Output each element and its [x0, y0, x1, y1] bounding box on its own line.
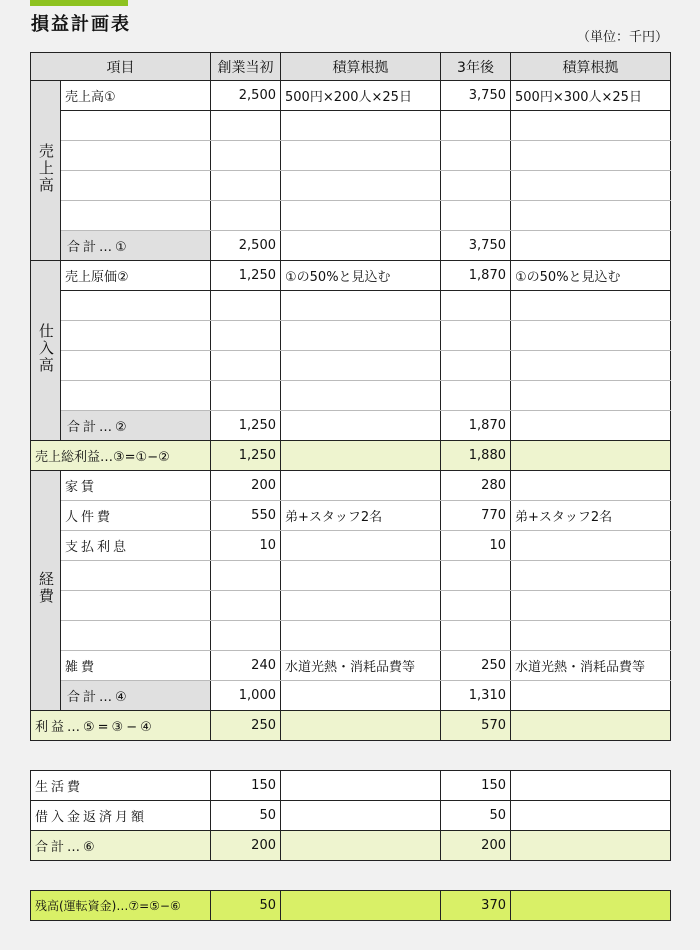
living-table [30, 770, 671, 861]
table-row [31, 201, 671, 231]
value-initial: 50 [211, 801, 281, 831]
col-header-basis-year3: 積算根拠 [511, 53, 671, 81]
value-initial: 1,250 [211, 261, 281, 291]
table-row [31, 321, 671, 351]
table-row [31, 651, 671, 681]
basis-initial [281, 531, 441, 561]
pl-table [30, 52, 671, 741]
category-sales: 売上高 [31, 81, 61, 261]
table-row [31, 261, 671, 291]
balance-label: 残高(運転資金)…⑦=⑤−⑥ [31, 891, 211, 921]
living-total-year3: 200 [441, 831, 511, 861]
subtotal-label: 合計…④ [61, 681, 211, 711]
row-label: 売上原価② [61, 261, 211, 291]
subtotal-initial: 1,000 [211, 681, 281, 711]
value-initial: 10 [211, 531, 281, 561]
header-row [31, 53, 671, 81]
subtotal-initial: 2,500 [211, 231, 281, 261]
subtotal-year3: 1,870 [441, 411, 511, 441]
value-year3: 10 [441, 531, 511, 561]
basis-initial: 水道光熱・消耗品費等 [281, 651, 441, 681]
value-year3: 770 [441, 501, 511, 531]
page-title: 損益計画表 [31, 14, 131, 35]
value-year3: 250 [441, 651, 511, 681]
row-label: 生活費 [31, 771, 211, 801]
profit-year3: 570 [441, 711, 511, 741]
table-row [31, 621, 671, 651]
unit-note: （単位：千円） [576, 30, 668, 45]
table-row [31, 291, 671, 321]
row-label: 雑費 [61, 651, 211, 681]
row-label: 支払利息 [61, 531, 211, 561]
balance-year3: 370 [441, 891, 511, 921]
col-header-initial: 創業当初 [211, 53, 281, 81]
table-row [31, 381, 671, 411]
subtotal-label: 合計…② [61, 411, 211, 441]
basis-initial: 弟+スタッフ2名 [281, 501, 441, 531]
table-row [31, 561, 671, 591]
table-row [31, 591, 671, 621]
profit-row [31, 711, 671, 741]
row-label: 売上高① [61, 81, 211, 111]
col-header-basis-initial: 積算根拠 [281, 53, 441, 81]
basis-year3: 弟+スタッフ2名 [511, 501, 671, 531]
col-header-year3: 3年後 [441, 53, 511, 81]
gross-profit-year3: 1,880 [441, 441, 511, 471]
table-row [31, 141, 671, 171]
row-label: 借入金返済月額 [31, 801, 211, 831]
value-year3: 50 [441, 801, 511, 831]
balance-table [30, 890, 671, 921]
title-accent-bar [30, 0, 128, 6]
value-initial: 240 [211, 651, 281, 681]
subtotal-year3: 1,310 [441, 681, 511, 711]
subtotal-label: 合計…① [61, 231, 211, 261]
subtotal-row [31, 411, 671, 441]
value-initial: 550 [211, 501, 281, 531]
basis-year3: 水道光熱・消耗品費等 [511, 651, 671, 681]
living-total-row [31, 831, 671, 861]
gross-profit-label: 売上総利益…③=①−② [31, 441, 211, 471]
value-year3: 1,870 [441, 261, 511, 291]
basis-year3: ①の50%と見込む [511, 261, 671, 291]
value-initial: 2,500 [211, 81, 281, 111]
table-row [31, 771, 671, 801]
basis-year3: 500円×300人×25日 [511, 81, 671, 111]
gross-profit-initial: 1,250 [211, 441, 281, 471]
gross-profit-row [31, 441, 671, 471]
profit-label: 利益…⑤=③−④ [31, 711, 211, 741]
row-label: 家賃 [61, 471, 211, 501]
table-row [31, 471, 671, 501]
value-initial: 150 [211, 771, 281, 801]
balance-initial: 50 [211, 891, 281, 921]
subtotal-initial: 1,250 [211, 411, 281, 441]
subtotal-year3: 3,750 [441, 231, 511, 261]
value-year3: 280 [441, 471, 511, 501]
balance-row [31, 891, 671, 921]
table-row [31, 81, 671, 111]
basis-initial: 500円×200人×25日 [281, 81, 441, 111]
living-total-label: 合計…⑥ [31, 831, 211, 861]
category-purchases: 仕入高 [31, 261, 61, 441]
table-row [31, 351, 671, 381]
subtotal-row [31, 681, 671, 711]
table-row [31, 501, 671, 531]
value-initial: 200 [211, 471, 281, 501]
table-row [31, 801, 671, 831]
profit-initial: 250 [211, 711, 281, 741]
subtotal-row [31, 231, 671, 261]
basis-year3 [511, 471, 671, 501]
basis-initial [281, 471, 441, 501]
basis-initial: ①の50%と見込む [281, 261, 441, 291]
table-row [31, 531, 671, 561]
value-year3: 3,750 [441, 81, 511, 111]
table-row [31, 171, 671, 201]
category-expenses: 経費 [31, 471, 61, 711]
value-year3: 150 [441, 771, 511, 801]
col-header-item: 項目 [31, 53, 211, 81]
living-total-initial: 200 [211, 831, 281, 861]
row-label: 人件費 [61, 501, 211, 531]
table-row [31, 111, 671, 141]
basis-year3 [511, 531, 671, 561]
